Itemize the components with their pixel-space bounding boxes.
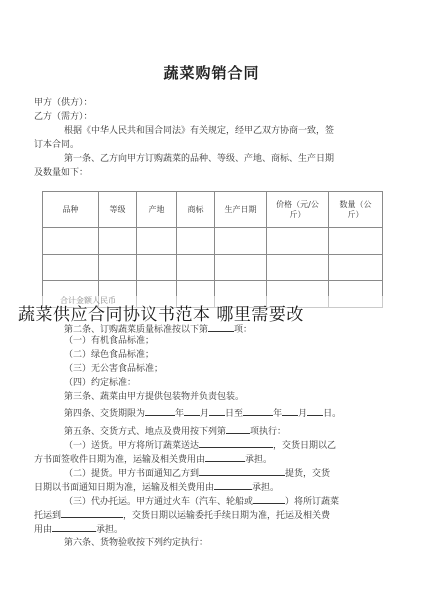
- blank-underline: [205, 452, 245, 462]
- delivery-3-text-2: ）将所订蔬菜: [285, 497, 340, 507]
- article-1-line-1: 第一条、乙方向甲方订购蔬菜的品种、等级、产地、商标、生产日期: [64, 154, 335, 164]
- table-cell: [177, 254, 215, 281]
- table-cell: [99, 254, 137, 281]
- table-cell: [267, 228, 329, 255]
- delivery-option-2-line-2: [34, 480, 279, 494]
- blank-underline: [52, 522, 96, 532]
- article-5-line: [64, 424, 286, 438]
- intro-line-2: 订本合同。: [34, 140, 80, 150]
- table-header-cell: 等级: [99, 192, 137, 228]
- table-header-cell: 品种: [43, 192, 99, 228]
- quality-option-3: （三）无公害食品标准；: [64, 364, 164, 374]
- quality-option-4: （四）约定标准：: [64, 378, 137, 388]
- delivery-3-text-4: ，交货日期以运输委托手续日期为准，托运及相关费: [123, 511, 331, 521]
- delivery-2-text-2: 提货，交货: [285, 469, 331, 479]
- delivery-1-text-3: 方书面签收件日期为准，运输及相关费用由: [34, 455, 206, 465]
- blank-underline: [145, 406, 175, 416]
- blank-underline: [307, 406, 323, 416]
- article-2-text: 第二条、订购蔬菜质量标准按以下第: [64, 325, 209, 335]
- intro-line-1: 根据《中华人民共和国合同法》有关规定，经甲乙双方协商一致，签: [64, 126, 335, 136]
- table-cell: [329, 228, 383, 255]
- month-label: 月: [200, 409, 210, 419]
- blank-underline: [209, 406, 225, 416]
- blank-underline: [199, 466, 285, 476]
- delivery-option-2-line-1: [64, 466, 330, 480]
- delivery-option-3-line-3: [34, 522, 123, 536]
- article-4-text: 第四条、交货期限为: [64, 409, 146, 419]
- article-2-end: 项：: [234, 325, 253, 335]
- delivery-3-text: （三）代办托运。甲方通过火车（汽车、轮船或: [64, 497, 254, 507]
- table-header-cell: 商标: [177, 192, 215, 228]
- party-b-label: 乙方（需方）：: [34, 112, 93, 122]
- article-5-end: 项执行：: [250, 427, 287, 437]
- delivery-option-3-line-2: [34, 508, 330, 522]
- quality-option-2: （二）绿色食品标准；: [64, 350, 155, 360]
- article-5-text: 第五条、交货方式、地点及费用按下列第: [64, 427, 227, 437]
- delivery-3-text-5: 用由: [34, 525, 53, 535]
- delivery-option-3-line-1: [64, 494, 339, 508]
- day-label: 日。: [323, 409, 342, 419]
- table-cell: [215, 254, 267, 281]
- quality-option-1: （一）有机食品标准；: [64, 336, 155, 346]
- blank-underline: [199, 438, 273, 448]
- month-label: 月: [298, 409, 308, 419]
- table-row: [43, 254, 383, 281]
- table-cell: [99, 228, 137, 255]
- table-cell: [43, 228, 99, 255]
- table-cell: [267, 254, 329, 281]
- table-cell: [215, 228, 267, 255]
- blank-underline: [243, 406, 273, 416]
- table-header-cell: 产地: [137, 192, 177, 228]
- delivery-1-text-4: 承担。: [245, 455, 273, 465]
- article-2-line: [64, 322, 252, 336]
- table-header-row: [43, 192, 383, 228]
- day-to-label: 日至: [225, 409, 244, 419]
- table-header-cell: 价格（元/公斤）: [267, 192, 329, 228]
- table-row: [43, 228, 383, 255]
- total-amount-label: 合计金额人民币: [60, 296, 116, 305]
- delivery-2-text-3: 日期以书面通知日期为准，运输及相关费用由: [34, 483, 215, 493]
- blank-underline: [184, 406, 200, 416]
- blank-underline: [226, 424, 250, 434]
- order-table: [42, 191, 383, 308]
- page-title: 蔬菜购销合同: [163, 64, 260, 82]
- article-1-line-2: 及数量如下：: [34, 168, 89, 178]
- party-a-label: 甲方（供方）：: [34, 98, 93, 108]
- table-header-cell: 生产日期: [215, 192, 267, 228]
- delivery-1-text-2: ，交货日期以乙: [273, 441, 337, 451]
- blank-underline: [208, 322, 234, 332]
- table-cell: [137, 228, 177, 255]
- blank-underline: [253, 494, 285, 504]
- year-label: 年: [273, 409, 283, 419]
- delivery-3-text-3: 托运到: [34, 511, 62, 521]
- article-6-line: 第六条、货物验收按下列约定执行：: [64, 538, 209, 548]
- article-3-line: 第三条、蔬菜由甲方提供包装物并负责包装。: [64, 392, 245, 402]
- article-4-line: [64, 406, 341, 420]
- overlay-caption: 蔬菜供应合同协议书范本 哪里需要改: [18, 305, 304, 325]
- delivery-option-1-line-2: [34, 452, 272, 466]
- delivery-2-text-4: 承担。: [252, 483, 280, 493]
- delivery-2-text: （二）提货。甲方书面通知乙方到: [64, 469, 200, 479]
- blank-underline: [282, 406, 298, 416]
- table-cell: [137, 254, 177, 281]
- table-cell: [329, 254, 383, 281]
- table-header-cell: 数量（公斤）: [329, 192, 383, 228]
- delivery-1-text: （一）送货。甲方将所订蔬菜送达: [64, 441, 200, 451]
- table-cell: [43, 254, 99, 281]
- blank-underline: [61, 508, 123, 518]
- year-label: 年: [175, 409, 185, 419]
- delivery-3-text-6: 承担。: [96, 525, 124, 535]
- blank-underline: [214, 480, 252, 490]
- table-cell: [177, 228, 215, 255]
- delivery-option-1-line-1: [64, 438, 336, 452]
